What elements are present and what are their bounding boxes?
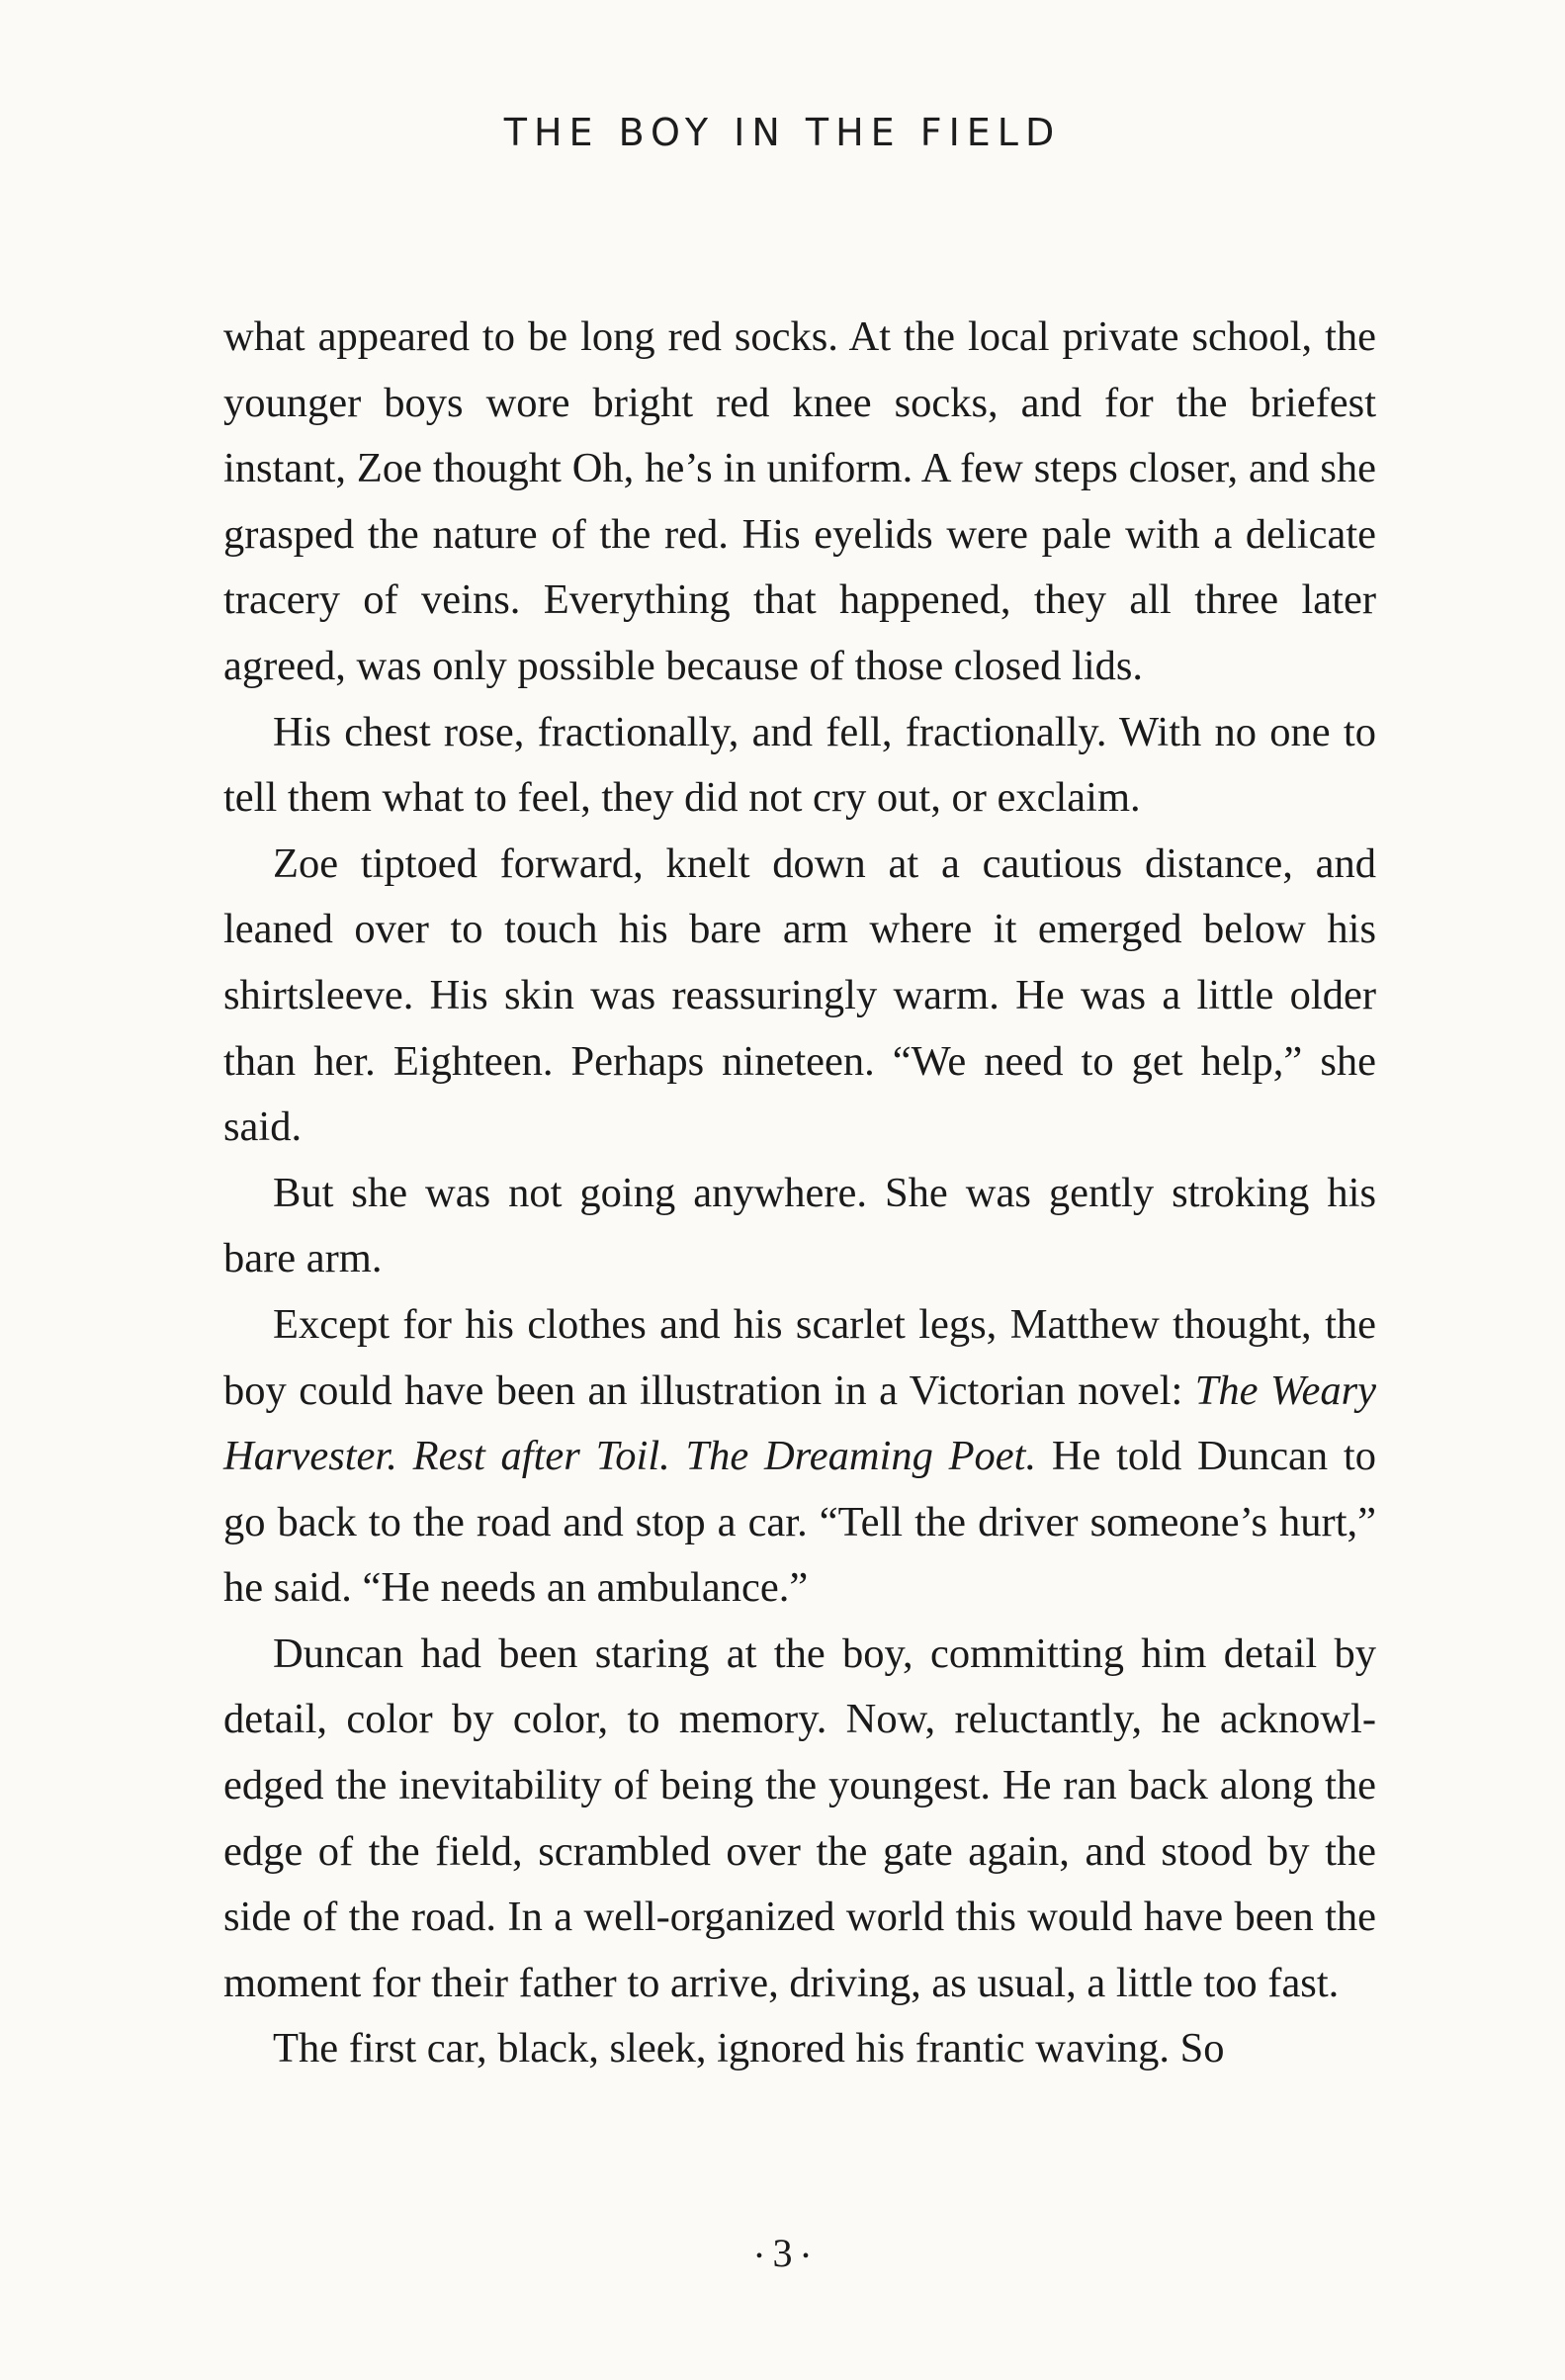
paragraph-text: Except for his clothes and his scarlet legs, Matthew thought, the boy could have been an illustration in a Victorian novel: [223, 1300, 1376, 1414]
paragraph-text: Duncan had been staring at the boy, committing him detail by detail, color by color, to memory. Now, reluctantly, he acknowledged the inevitability of being the youngest. He ran back along the edge of the field, scrambled over the gate again, and stood by the side of the road. In a well-organized world this would have been the moment for their father to arrive, driving, as usual, a little too fast. [223, 1630, 1376, 2006]
page-number-text: 3 [772, 2231, 793, 2275]
folio-dot-right: • [802, 2246, 810, 2268]
paragraph-text: Zoe tiptoed forward, knelt down at a cautious distance, and leaned over to touch his bare arm where it emerged below his shirtsleeve. His skin was reassuringly warm. He was a little older than her. Eighteen. Perhaps nineteen. “We need to get help,” she said. [223, 839, 1376, 1151]
paragraph-text: He told Duncan to go back to the road and stop a car. “Tell the driver someone’s hurt,” he said. “He needs an ambulance.” [223, 1433, 1376, 1612]
paragraph-text: what appeared to be long red socks. At the local private school, the younger boys wore bright red knee socks, and for the briefest instant, Zoe thought Oh, he’s in uniform. A few steps closer, and she grasped the nature of the red. His eyelids were pale with a delicate tracery of veins. Everything that happened, they all three later agreed, was only possible because of those closed lids. [223, 313, 1376, 689]
folio-dot-left: • [755, 2246, 763, 2268]
paragraph-text: The first car, black, sleek, ignored his frantic waving. So [273, 2025, 1225, 2072]
paragraph [223, 832, 1376, 1161]
paragraph [223, 1161, 1376, 1292]
paragraph-text: But she was not going anywhere. She was gently stroking his bare arm. [223, 1169, 1376, 1282]
paragraph [223, 1292, 1376, 1622]
body-text [223, 305, 1376, 2082]
running-head: THE BOY IN THE FIELD [503, 111, 1062, 154]
italic-titles: The Weary Harvester. Rest after Toil. The Dreaming Poet. [223, 1366, 1376, 1480]
paragraph [223, 305, 1376, 700]
paragraph [223, 2016, 1376, 2082]
paragraph [223, 1622, 1376, 2017]
page-number [0, 2230, 1565, 2276]
paragraph [223, 700, 1376, 832]
paragraph-text: His chest rose, fractionally, and fell, fractionally. With no one to tell them what to feel, they did not cry out, or exclaim. [223, 708, 1376, 822]
